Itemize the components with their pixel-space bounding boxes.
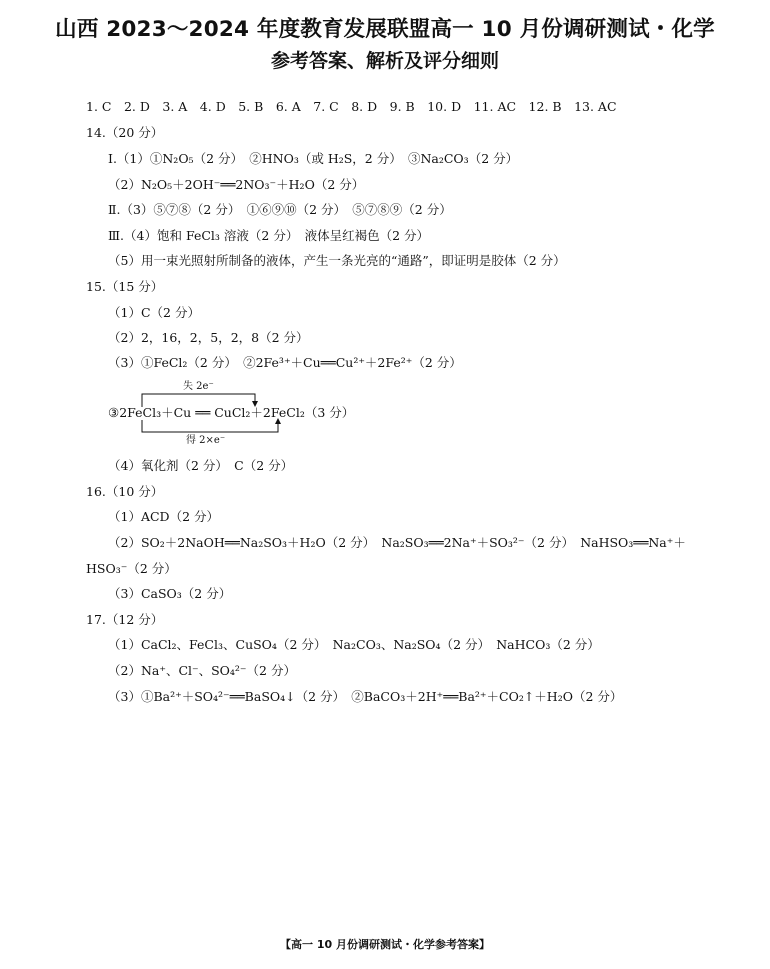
q16-line-4: （3）CaSO₃（2 分）	[108, 586, 232, 601]
electron-gain-label: 得 2×e⁻	[186, 435, 226, 446]
q15-line-1: （1）C（2 分）	[108, 305, 200, 320]
page-footer: 【高一 10 月份调研测试・化学参考答案】	[280, 938, 490, 951]
q15-line-3: （3）①FeCl₂（2 分） ②2Fe³⁺＋Cu══Cu²⁺＋2Fe²⁺（2 分）	[108, 355, 462, 370]
q16-line-1: （1）ACD（2 分）	[108, 509, 219, 524]
q17-line-2: （2）Na⁺、Cl⁻、SO₄²⁻（2 分）	[108, 663, 296, 678]
q16-heading: 16.（10 分）	[86, 484, 164, 499]
electron-loss-label: 失 2e⁻	[183, 381, 214, 392]
q16-line-3: HSO₃⁻（2 分）	[86, 561, 177, 576]
multiple-choice-answers: 1. C 2. D 3. A 4. D 5. B 6. A 7. C 8. D 9. B 10. D 11. AC 12. B 13. AC	[86, 99, 617, 114]
q14-line-4: Ⅲ.（4）饱和 FeCl₃ 溶液（2 分） 液体呈红褐色（2 分）	[108, 228, 429, 243]
q17-line-3: （3）①Ba²⁺＋SO₄²⁻══BaSO₄↓（2 分） ②BaCO₃＋2H⁺══Ba²⁺＋CO₂↑＋H₂O（2 分）	[108, 689, 623, 704]
q17-line-1: （1）CaCl₂、FeCl₃、CuSO₄（2 分） Na₂CO₃、Na₂SO₄（2 分） NaHCO₃（2 分）	[108, 637, 600, 652]
q15-line-2: （2）2，16，2，5，2，8（2 分）	[108, 330, 309, 345]
q16-line-2: （2）SO₂＋2NaOH══Na₂SO₃＋H₂O（2 分） Na₂SO₃══2Na⁺＋SO₃²⁻（2 分） NaHSO₃══Na⁺＋	[108, 535, 686, 550]
q17-heading: 17.（12 分）	[86, 612, 164, 627]
q15-equation-electron-transfer: ③2FeCl₃＋Cu ══ CuCl₂＋2FeCl₂（3 分）	[108, 405, 355, 420]
q14-line-5: （5）用一束光照射所制备的液体，产生一条光亮的“通路”，即证明是胶体（2 分）	[108, 253, 566, 268]
document-subtitle: 参考答案、解析及评分细则	[270, 50, 499, 72]
document-title: 山西 2023～2024 年度教育发展联盟高一 10 月份调研测试・化学	[55, 17, 715, 42]
q14-heading: 14.（20 分）	[86, 125, 164, 140]
q15-line-4: （4）氧化剂（2 分） C（2 分）	[108, 458, 294, 473]
q14-line-1: Ⅰ.（1）①N₂O₅（2 分） ②HNO₃（或 H₂S，2 分） ③Na₂CO₃（2 分）	[108, 151, 519, 166]
q14-line-2: （2）N₂O₅＋2OH⁻══2NO₃⁻＋H₂O（2 分）	[108, 177, 365, 192]
q14-line-3: Ⅱ.（3）⑤⑦⑧（2 分） ①⑥⑨⑩（2 分） ⑤⑦⑧⑨（2 分）	[108, 202, 452, 217]
q15-heading: 15.（15 分）	[86, 279, 164, 294]
